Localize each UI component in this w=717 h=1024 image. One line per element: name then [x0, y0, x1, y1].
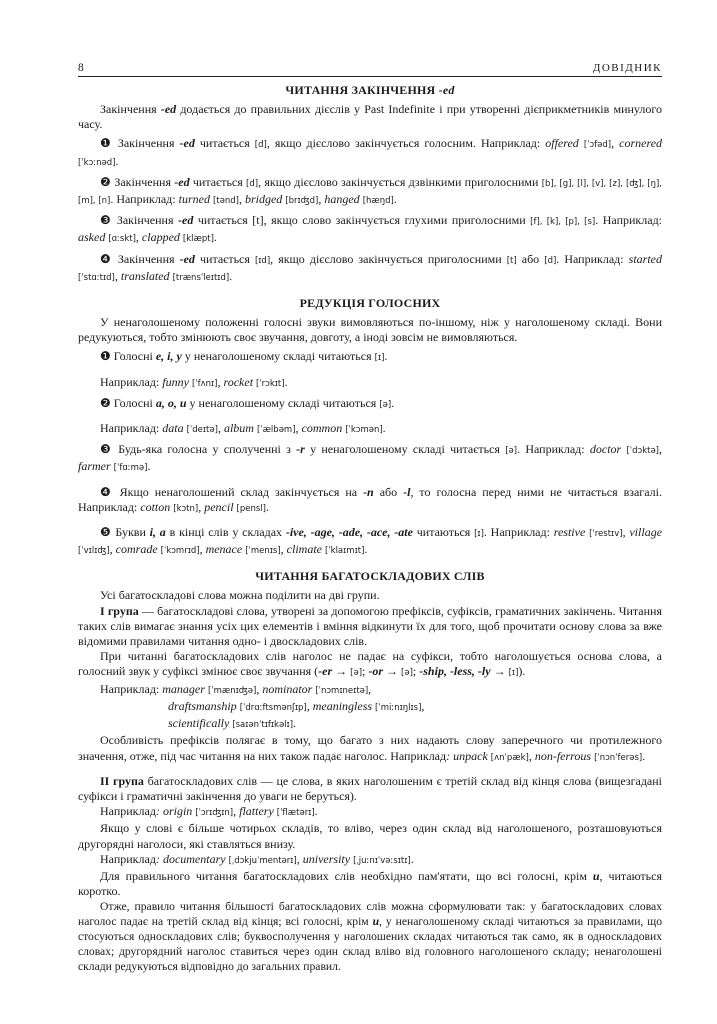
page-header [78, 62, 662, 77]
marker-5-icon: ❺ [100, 525, 112, 540]
rule-ed-2: ❷ Закінчення -ed читається [d], якщо дієслово закінчується дзвінкими приголосними [b], [g], [l], [v], [z], [ʤ], [ŋ], [m], [n]. Наприклад: turned [tənd], bridged [brɪʤd], hanged [hæŋd]. [78, 174, 662, 207]
marker-3-icon: ❸ [100, 213, 113, 228]
marker-1-icon: ❶ [100, 136, 113, 151]
marker-3-icon: ❸ [100, 442, 114, 457]
rule-red-1: ❶ Голосні e, i, y у ненаголошеному складі читаються [ɪ]. [100, 349, 388, 364]
example-suffixes: Наприклад: manager [ˈmænɪʤə], nominator [ˈnɔmɪneɪtə], [100, 681, 372, 696]
section-title-reduction: РЕДУКЦІЯ ГОЛОСНИХ [299, 296, 441, 311]
example-red-2: Наприклад: data [ˈdeɪtə], album [ˈælbəm], common [ˈkɔmən]. [100, 421, 386, 436]
group-2-paragraph: ІІ група багатоскладових слів — це слова, в яких наголошеним є третій склад від кінця слова (вищезгадані суфікси і граматичні закінчення до уваги не беруться). [78, 773, 663, 803]
rule-ed-1: ❶ Закінчення -ed читається [d], якщо дієслово закінчується голосним. Наприклад: offered [ˈɔfəd], cornered [ˈkɔːnəd]. [78, 136, 663, 168]
marker-4-icon: ❹ [100, 251, 113, 266]
marker-4-icon: ❹ [100, 484, 114, 499]
section-title-polysyllabic: ЧИТАННЯ БАГАТОСКЛАДОВИХ СЛІВ [255, 569, 485, 584]
section-title-ed: ЧИТАННЯ ЗАКІНЧЕННЯ -ed [285, 83, 455, 97]
marker-2-icon: ❷ [100, 174, 112, 189]
example-secondary-stress: Наприклад: documentary [ˌdɔkjuˈmentərɪ], university [ˌjuːnɪˈvəːsɪtɪ]. [100, 851, 414, 866]
rule-red-2: ❷ Голосні a, o, u у ненаголошеному складі читаються [ə]. [100, 395, 395, 410]
suffix-stress-paragraph: При читанні багатоскладових слів наголос не падає на суфікси, тобто наголошується основа слова, а голосний звук у суфіксі змінює своє звучання (-er → [ə]; -or → [ə]; -ship, -less, -ly → [ɪ]). [78, 649, 662, 679]
secondary-stress-paragraph: Якщо у слові є більше чотирьох складів, то вліво, через один склад від наголошеного, розташовуються другорядні наголоси, які ставляться внизу. [78, 821, 662, 851]
short-vowels-paragraph: Для правильного читання багатоскладових слів необхідно пам'ятати, що всі голосні, крім u, читаються коротко. [78, 868, 662, 899]
rule-ed-4: ❹ Закінчення -ed читається [ɪd], якщо дієслово закінчується приголосними [t] або [d]. Наприклад: started [ˈstɑːtɪd], translated [trænsˈleɪtɪd]. [78, 251, 663, 283]
prefix-paragraph: Особливість префіксів полягає в тому, що багато з них надають слову заперечного чи протилежного значення, отже, під час читання на них також падає наголос. Наприклад: unpack [ʌnˈpæk], non-ferrous [ˈnɔnˈferəs]. [78, 733, 662, 763]
rule-red-3: ❸ Будь-яка голосна у сполученні з -r у ненаголошеному складі читається [ə]. Наприклад: doctor [ˈdɔktə], farmer [ˈfɑːmə]. [78, 442, 663, 474]
marker-1-icon: ❶ [100, 349, 111, 364]
example-suffixes-line2: draftsmanship [ˈdrɑːftsmənʃɪp], meaningless [ˈmiːnɪŋlɪs], [168, 698, 425, 713]
section1-intro: Закінчення -ed додається до правильних дієслів у Past Indefinite і при утворенні дієприкметників минулого часу. [78, 102, 662, 132]
rule-red-4: ❹ Якщо ненаголошений склад закінчується на -n або -l, то голосна перед ними не читається взагалі. Наприклад: cotton [kɔtn], pencil [pensl]. [78, 484, 662, 514]
rule-red-5: ❺ Букви i, a в кінці слів у складах -ive, -age, -ade, -ace, -ate читаються [ɪ]. Наприклад: restive [ˈrestɪv], village [ˈvɪlɪʤ], comrade [ˈkɔmrɪd], menace [ˈmenɪs], climate [ˈklaɪmɪt]. [78, 525, 663, 557]
section2-intro: У ненаголошеному положенні голосні звуки вимовляються по-іншому, ніж у наголошеному складі. Вони редукуються, тобто змінюють своє звучання, довготу, а іноді зовсім не вимовляються. [78, 315, 662, 345]
group-1-paragraph: І група — багатоскладові слова, утворені за допомогою префіксів, суфіксів, граматичних закінчень. Читання таких слів вимагає знання усіх цих елементів і вміння відкинути їх для того, щоб прочитати основу слова за вже відомими правилами читання одно- і двоскладових слів. [78, 603, 662, 649]
running-title: ДОВІДНИК [592, 62, 662, 74]
example-group-2: Наприклад: origin [ˈɔrɪʤɪn], flattery [ˈflætərɪ]. [100, 804, 318, 819]
marker-2-icon: ❷ [100, 395, 111, 410]
page [78, 62, 662, 974]
example-suffixes-line3: scientifically [saɪənˈtɪfɪkəlɪ]. [168, 716, 297, 731]
section3-intro: Усі багатоскладові слова можна поділити на дві групи. [100, 588, 380, 603]
summary-paragraph: Отже, правило читання більшості багатоскладових слів можна сформулювати так: у багатоскладових словах наголос падає на третій склад від кінця; всі голосні, крім u, у ненаголошеному складі читаються за правилами, що стосуються односкладових слів; буквосполучення у наголошених складах читаються так само, як в односкладових словах; другорядний наголос ставиться через один склад вліво від головного наголошеного складу; ненаголошені склади редукуються відповідно до загальних правил. [78, 900, 662, 974]
page-number: 8 [78, 62, 84, 74]
rule-ed-3: ❸ Закінчення -ed читається [t], якщо слово закінчується глухими приголосними [f], [k], [p], [s]. Наприклад: asked [ɑːskt], clapped [klæpt]. [78, 213, 663, 245]
example-red-1: Наприклад: funny [ˈfʌnɪ], rocket [ˈrɔkɪt]. [100, 374, 288, 389]
